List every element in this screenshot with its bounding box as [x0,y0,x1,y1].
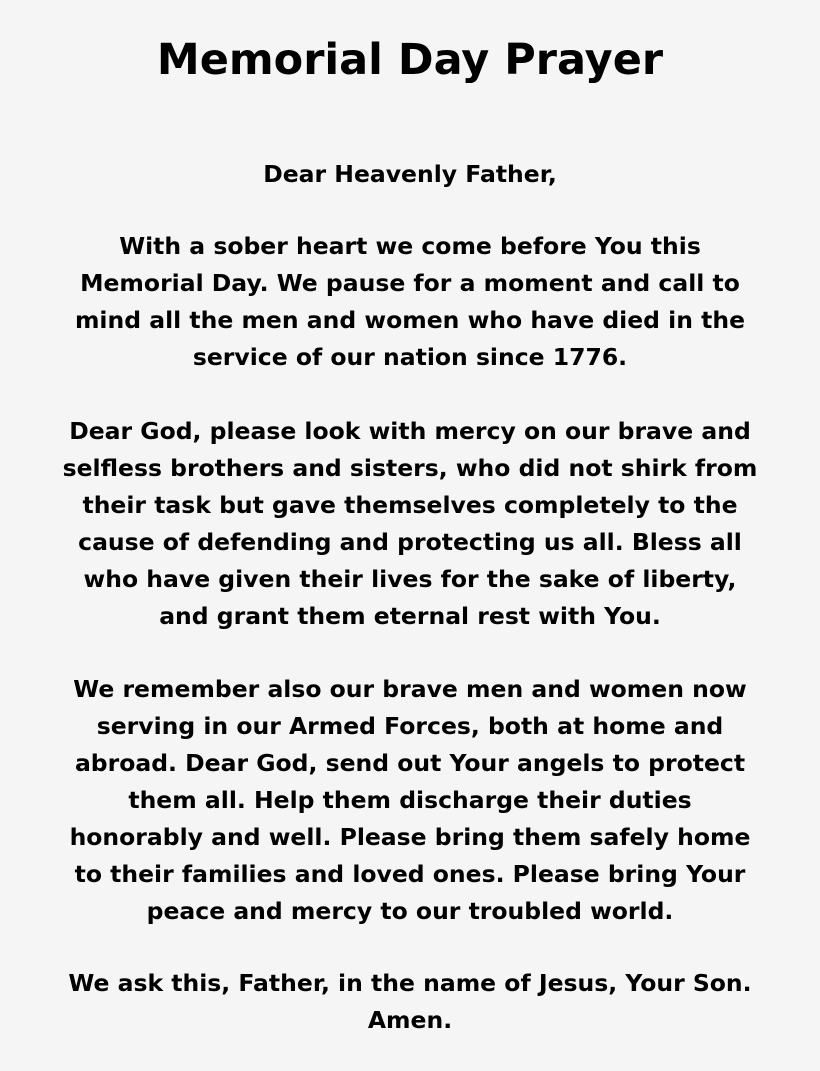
paragraph-3-line-7: peace and mercy to our troubled world. [146,897,674,925]
paragraph-1 [30,228,790,376]
salutation-line: Dear Heavenly Father, [263,160,557,188]
paragraph-3-line-4: them all. Help them discharge their duties [128,786,692,814]
paragraph-4-line-1: We ask this, Father, in the name of Jesus, Your Son. [68,969,752,997]
paragraph-2-line-1: Dear God, please look with mercy on our brave and [69,417,751,445]
paragraph-1-line-2: Memorial Day. We pause for a moment and call to [80,269,740,297]
paragraph-2-line-4: cause of defending and protecting us all. Bless all [78,528,742,556]
paragraph-3-line-6: to their families and loved ones. Please bring Your [74,860,746,888]
paragraph-1-line-3: mind all the men and women who have died in the [74,306,746,334]
page-title: Memorial Day Prayer [156,35,664,85]
salutation [30,156,790,193]
paragraph-2-line-5: who have given their lives for the sake of liberty, [83,565,737,593]
paragraph-3-line-5: honorably and well. Please bring them safely home [69,823,751,851]
paragraph-3-line-3: abroad. Dear God, send out Your angels to protect [74,749,746,777]
paragraph-4 [30,965,790,1039]
paragraph-2 [30,413,790,635]
paragraph-3-line-1: We remember also our brave men and women now [73,675,747,703]
paragraph-1-line-1: With a sober heart we come before You this [119,232,701,260]
paragraph-2-line-2: selfless brothers and sisters, who did not shirk from [62,454,758,482]
paragraph-1-line-4: service of our nation since 1776. [192,343,628,371]
paragraph-3-line-2: serving in our Armed Forces, both at home and [96,712,724,740]
paragraph-2-line-6: and grant them eternal rest with You. [159,602,661,630]
paragraph-2-line-3: their task but gave themselves completely to the [82,491,738,519]
paragraph-3 [30,671,790,930]
paragraph-4-line-2: Amen. [367,1006,453,1034]
